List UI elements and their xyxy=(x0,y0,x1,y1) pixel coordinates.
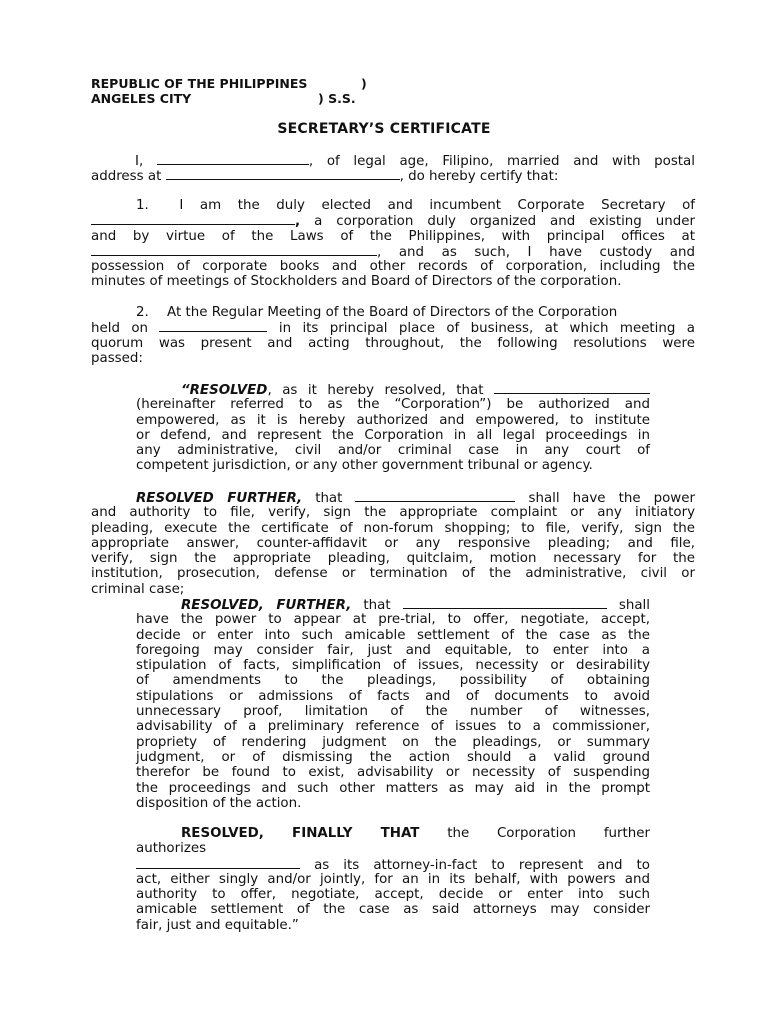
meeting-date-blank xyxy=(159,320,267,332)
resolution-4-paragraph: RESOLVED, FINALLY THAT the Corporation further authorizes as its attorney-in-fact to represent and to act, either singly and/or jointly, for an in its behalf, with powers and authority to offer, negotiate, accept, decide or enter into such amicable settlement of the case as said attorneys may consider fair, just and equitable.” xyxy=(136,826,651,933)
resolution-3-paragraph: RESOLVED, FURTHER, that shall have the power to appear at pre-trial, to offer, negotiate, accept, decide or enter into such amicable settlement of the case as the foregoing may consider fair, just and equitable, to enter into a stipulation of facts, simplification of issues, necessity or desirability of amendments to the pleadings, possibility of obtaining stipulations or admissions of facts and of documents to avoid unnecessary proof, limitation of the number of witnesses, advisability of a preliminary reference of issues to a commissioner, propriety of rendering judgment on the pleadings, or summary judgment, or of dismissing the action should a valid ground therefor be found to exist, advisability or necessity of suspending the proceedings and such other matters as may aid in the prompt disposition of the action. xyxy=(136,598,650,811)
venue-header xyxy=(91,76,367,106)
office-address-blank xyxy=(91,244,377,256)
venue-ss: ) S.S. xyxy=(318,91,356,106)
venue-city: ANGELES CITY xyxy=(91,91,192,106)
resolution-2-blank xyxy=(355,490,515,502)
resolution-1-paragraph: “RESOLVED, as it hereby resolved, that (hereinafter referred to as the “Corporation”) be authorized and empowered, as it is hereby authorized and empowered, to institute or defend, and represent the Corporation in all legal proceedings in any administrative, civil and/or criminal case in any court of competent jurisdiction, or any other government tribunal or agency. xyxy=(136,383,650,474)
attorney-name-blank xyxy=(136,857,300,869)
venue-bracket-1: ) xyxy=(361,76,367,91)
item-2-paragraph: 2. At the Regular Meeting of the Board of Directors of the Corporation held on in its principal place of business, at which meeting a quorum was present and acting throughout, the following resolutions were passed: xyxy=(91,305,695,366)
resolution-1-blank xyxy=(494,382,650,394)
intro-paragraph: I, , of legal age, Filipino, married and with postal address at , do hereby certify that: xyxy=(91,154,695,185)
address-blank xyxy=(166,168,400,180)
item-1-paragraph: 1. I am the duly elected and incumbent Corporate Secretary of , a corporation duly organized and existing under and by virtue of the Laws of the Philippines, with principal offices at , and as such, I have custody and possession of corporate books and other records of corporation, including the minutes of meetings of Stockholders and Board of Directors of the corporation. xyxy=(91,198,695,290)
corporation-name-blank xyxy=(91,213,295,225)
document-title: SECRETARY’S CERTIFICATE xyxy=(277,121,491,137)
name-blank xyxy=(157,153,309,165)
venue-republic: REPUBLIC OF THE PHILIPPINES xyxy=(91,76,308,91)
resolution-3-blank xyxy=(403,597,607,609)
resolution-2-paragraph: RESOLVED FURTHER, that shall have the power and authority to file, verify, sign the appropriate complaint or any initiatory pleading, execute the certificate of non-forum shopping; to file, verify, sign the appropriate answer, counter-affidavit or any responsive pleading; and file, verify, sign the appropriate pleading, quitclaim, motion necessary for the institution, prosecution, defense or termination of the administrative, civil or criminal case; xyxy=(91,491,695,597)
